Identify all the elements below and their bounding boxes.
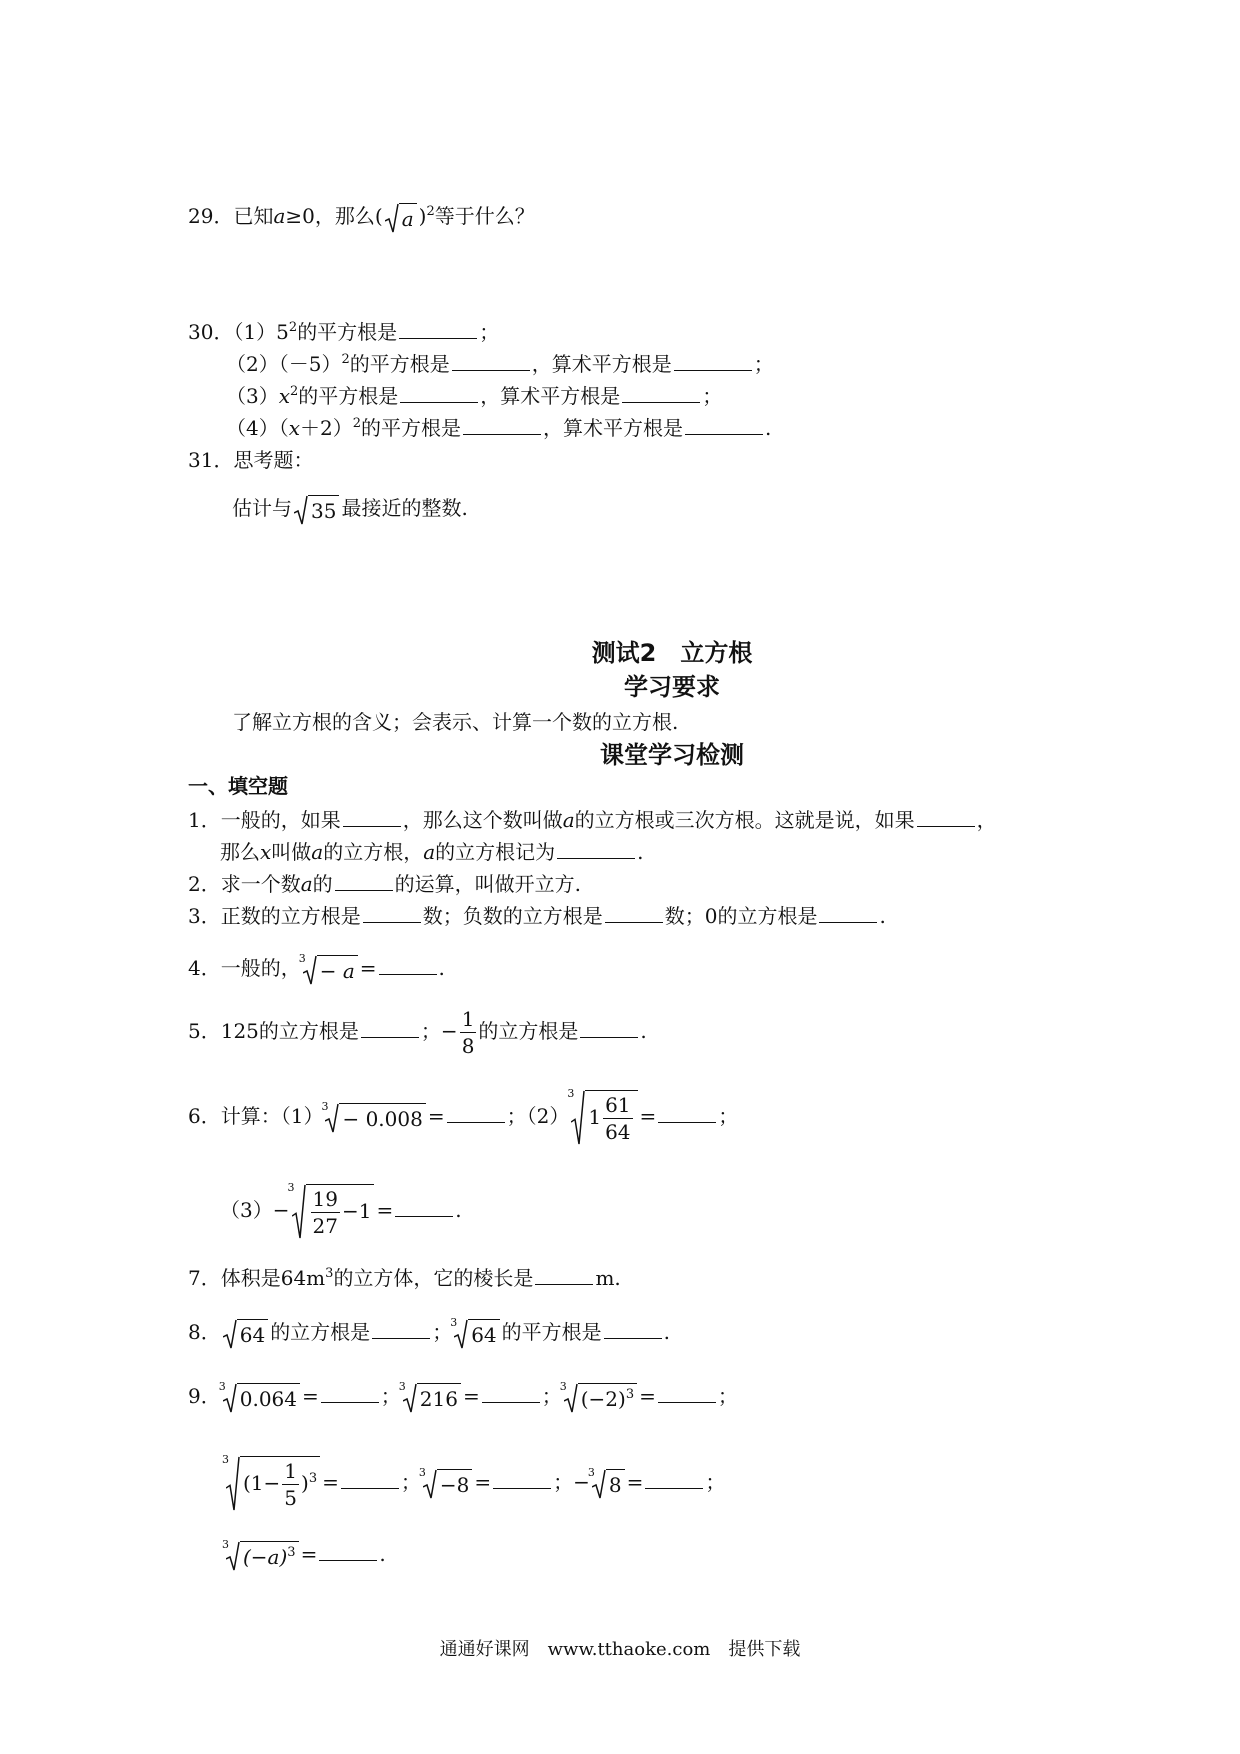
cube-root: 3 − a [303,955,358,985]
fill-in-8: 8． 64 的立方根是 ； 3 64 的平方根是 . [188,1315,670,1347]
answer-blank[interactable] [557,840,635,859]
answer-blank[interactable] [341,1470,399,1489]
section-title: 测试2 立方根 [591,639,753,667]
fill-in-1-line-2: 那么x叫做a的立方根，a的立方根记为 . [220,840,644,864]
cube-root: 3 0.064 [223,1383,300,1413]
answer-blank[interactable] [321,1384,379,1403]
part-title: 一、填空题 [188,774,288,798]
square-root: 64 [223,1319,268,1349]
footer-credit: 通通好课网 www.tthaoke.com 提供下载 [439,1639,801,1660]
requirements-title: 学习要求 [624,673,720,701]
question-number: 8． [188,1320,221,1344]
cube-root: 3 $\frac{19}{27}$ −1 [292,1184,375,1239]
fill-in-6: 6．计算：（1） 3 − 0.008 = ；（2） 3 1 $\frac{61}{64}$ = ； [188,1087,739,1144]
answer-blank[interactable] [361,1019,419,1038]
fraction: $\frac{61}{64}$ [605,1093,631,1144]
square-root: a [385,203,417,233]
cube-root: 3 $(-a)^3$ [226,1541,299,1571]
answer-blank[interactable] [482,1384,540,1403]
answer-blank[interactable] [605,904,663,923]
question-number: 29． [188,204,234,228]
cube-root: 3 $(-2)^3$ [564,1383,637,1413]
fill-in-4: 4．一般的， 3 − a = . [188,951,445,983]
fill-in-9-line-2: 3 (1− $\frac{1}{5}$ )$^3$ = ； 3 −8 = ；− 3 8 = ； [222,1453,726,1510]
answer-blank[interactable] [463,416,541,435]
question-30-line-1: 30．$(1)5^2$的平方根是 ； [188,320,500,344]
fill-in-7: 7．体积是$64m^3$的立方体，它的棱长是 m. [188,1266,621,1290]
question-29: 29．已知a≥0，那么( a )$^2$等于什么？ [188,204,535,231]
question-number: 9． [188,1384,221,1408]
answer-blank[interactable] [685,416,763,435]
fill-in-6-line-2: （3）− 3 $\frac{19}{27}$ −1 = . [220,1181,462,1238]
fill-in-9: 9． 3 0.064 = ； 3 216 = ； 3 $(-2)^3$ = ； [188,1379,738,1411]
answer-blank[interactable] [343,808,401,827]
cube-root: 3 1 $\frac{61}{64}$ [571,1090,637,1145]
square-root: 35 [294,495,339,525]
answer-blank[interactable] [604,1320,662,1339]
question-number: 4． [188,956,221,980]
answer-blank[interactable] [535,1266,593,1285]
answer-blank[interactable] [645,1470,703,1489]
answer-blank[interactable] [452,352,530,371]
question-30-line-4: $(4)(x+2)^2$的平方根是 ，算术平方根是 . [226,416,772,440]
cube-root: 3 216 [403,1383,461,1413]
question-31-body: 估计与 35 最接近的整数. [232,496,468,523]
answer-blank[interactable] [395,1198,453,1217]
question-30-line-2: $(2)(-5)^2$的平方根是 ，算术平方根是 ； [226,352,774,376]
fraction: $\frac{1}{8}$ [461,1007,475,1058]
fraction: $\frac{1}{5}$ [284,1459,298,1510]
fill-in-3: 3．正数的立方根是 数；负数的立方根是 数；0的立方根是 . [188,904,886,928]
cube-root: 3 8 [592,1469,625,1499]
answer-blank[interactable] [917,808,975,827]
question-number: 3． [188,904,221,928]
cube-root: 3 − 0.008 [325,1103,425,1133]
question-number: 30． [188,320,234,344]
question-number: 5． [188,1019,221,1043]
answer-blank[interactable] [658,1384,716,1403]
answer-blank[interactable] [399,320,477,339]
question-number: 31． [188,448,234,472]
fill-in-5: 5．125的立方根是 ；− $\frac{1}{8}$ 的立方根是 . [188,1007,647,1058]
requirements-text: 了解立方根的含义；会表示、计算一个数的立方根. [232,710,679,734]
answer-blank[interactable] [658,1104,716,1123]
question-30-line-3: $(3)x^2$的平方根是 ，算术平方根是 ； [226,384,723,408]
answer-blank[interactable] [674,352,752,371]
answer-blank[interactable] [363,904,421,923]
question-number: 2． [188,872,221,896]
fill-in-2: 2．求一个数a的 的运算，叫做开立方. [188,872,582,896]
answer-blank[interactable] [622,384,700,403]
question-number: 1． [188,808,221,832]
question-number: 6． [188,1104,221,1128]
answer-blank[interactable] [580,1019,638,1038]
cube-root: 3 (1− $\frac{1}{5}$ )$^3$ [226,1456,320,1511]
answer-blank[interactable] [400,384,478,403]
cube-root: 3 −8 [423,1469,472,1499]
answer-blank[interactable] [447,1104,505,1123]
question-number: 7． [188,1266,221,1290]
cube-root: 3 64 [454,1319,499,1349]
fraction: $\frac{19}{27}$ [312,1187,338,1238]
answer-blank[interactable] [493,1470,551,1489]
question-31: 31．思考题： [188,448,314,472]
answer-blank[interactable] [372,1320,430,1339]
fill-in-1: 1．一般的，如果 ，那么这个数叫做a的立方根或三次方根。这就是说，如果 ， [188,808,997,832]
answer-blank[interactable] [335,872,393,891]
answer-blank[interactable] [319,1542,377,1561]
answer-blank[interactable] [379,956,437,975]
fill-in-9-line-3: 3 $(-a)^3$ = . [222,1537,386,1569]
classroom-check-title: 课堂学习检测 [600,741,744,769]
answer-blank[interactable] [819,904,877,923]
